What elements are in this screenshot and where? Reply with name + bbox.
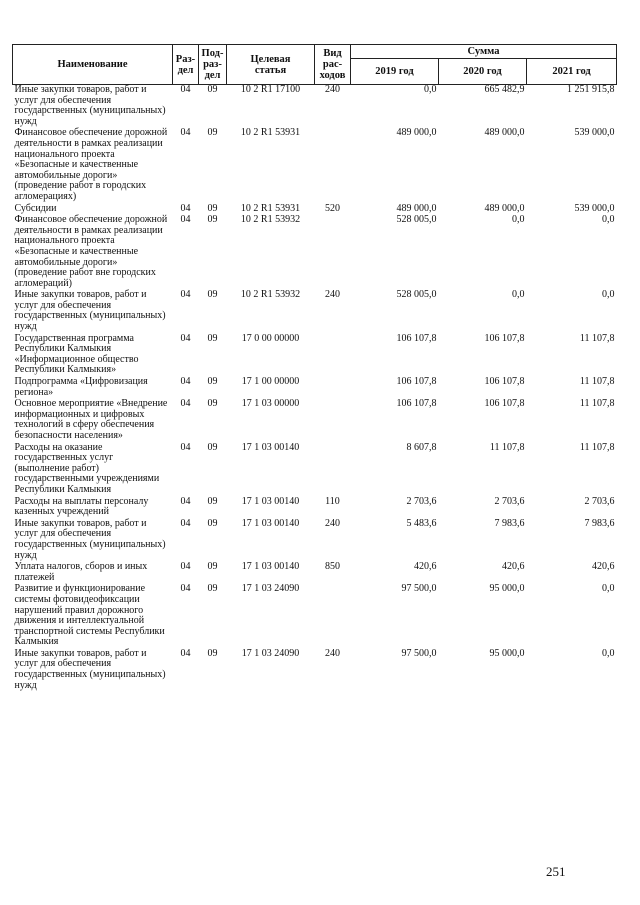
header-expense-type: Вид рас- ходов xyxy=(315,45,351,85)
row-2019: 0,0 xyxy=(424,84,437,95)
row-expense-type: 240 xyxy=(325,647,340,659)
row-subsection: 09 xyxy=(207,127,218,139)
row-target: 10 2 R1 53932 xyxy=(240,214,301,226)
row-2020: 7 983,6 xyxy=(494,517,525,529)
row-subsection: 09 xyxy=(207,398,218,410)
table-row xyxy=(13,399,617,442)
row-2020: 489 000,0 xyxy=(484,127,525,139)
row-expense-type xyxy=(315,584,351,649)
row-2020: 95 000,0 xyxy=(489,647,525,659)
row-expense-type: 850 xyxy=(325,561,340,573)
row-subsection: 09 xyxy=(207,647,218,659)
row-name: Расходы на оказание государственных услуг (выполнение работ) государственными учреждениями Республики Калмыкия xyxy=(14,441,160,495)
row-target: 10 2 R1 53931 xyxy=(240,127,301,139)
row-2021: 539 000,0 xyxy=(574,127,615,139)
row-section: 04 xyxy=(180,289,191,301)
row-2019: 106 107,8 xyxy=(396,398,437,410)
row-expense-type xyxy=(315,443,351,497)
row-section: 04 xyxy=(180,202,191,214)
table-row xyxy=(13,584,617,649)
row-target: 10 2 R1 17100 xyxy=(240,84,301,95)
table-row xyxy=(13,377,617,399)
row-2020: 420,6 xyxy=(502,561,525,573)
row-name: Развитие и функционирование системы фотовидеофиксации нарушений правил дорожного движения и интеллектуальной транспортной системы Республики Калмыкия xyxy=(14,583,165,648)
row-name: Иные закупки товаров, работ и услуг для обеспечения государственных (муниципальных) нужд xyxy=(14,84,166,127)
row-subsection: 09 xyxy=(207,289,218,301)
row-target: 17 1 03 00000 xyxy=(241,398,300,410)
row-2019: 489 000,0 xyxy=(396,202,437,214)
row-section: 04 xyxy=(180,441,191,453)
table-row xyxy=(13,497,617,519)
row-2019: 97 500,0 xyxy=(401,647,437,659)
row-target: 17 1 03 00140 xyxy=(241,561,300,573)
row-section: 04 xyxy=(180,332,191,344)
table-row xyxy=(13,128,617,203)
row-name: Государственная программа Республики Калмыкия «Информационное общество Республики Калмыкия» xyxy=(14,332,139,376)
row-name: Финансовое обеспечение дорожной деятельности в рамках реализации национального проекта «Безопасные и качественные автомобильные дороги» (проведение работ вне городских агломераций) xyxy=(14,214,168,289)
row-target: 10 2 R1 53931 xyxy=(240,202,301,214)
table-row xyxy=(13,334,617,377)
row-expense-type xyxy=(315,377,351,399)
row-2019: 528 005,0 xyxy=(396,289,437,301)
row-target: 10 2 R1 53932 xyxy=(240,289,301,301)
row-subsection: 09 xyxy=(207,441,218,453)
row-2020: 665 482,9 xyxy=(484,84,525,95)
header-sum: Сумма xyxy=(351,45,617,59)
row-name: Субсидии xyxy=(14,202,57,214)
row-2021: 539 000,0 xyxy=(574,202,615,214)
row-2019: 489 000,0 xyxy=(396,127,437,139)
row-expense-type xyxy=(315,334,351,377)
row-2021: 11 107,8 xyxy=(579,398,615,410)
row-2021: 0,0 xyxy=(602,647,615,659)
header-target: Целевая статья xyxy=(227,45,315,85)
row-subsection: 09 xyxy=(207,583,218,595)
row-name: Подпрограмма «Цифровизация региона» xyxy=(14,376,148,398)
row-2021: 2 703,6 xyxy=(584,495,615,507)
row-section: 04 xyxy=(180,214,191,226)
row-target: 17 1 00 00000 xyxy=(241,376,300,388)
row-name: Уплата налогов, сборов и иных платежей xyxy=(14,561,148,583)
row-section: 04 xyxy=(180,398,191,410)
row-2021: 11 107,8 xyxy=(579,441,615,453)
page-number: 251 xyxy=(546,864,566,879)
row-2020: 106 107,8 xyxy=(484,332,525,344)
header-2021: 2021 год xyxy=(527,59,617,85)
row-2020: 106 107,8 xyxy=(484,376,525,388)
row-subsection: 09 xyxy=(207,202,218,214)
row-2021: 7 983,6 xyxy=(584,517,615,529)
row-2019: 106 107,8 xyxy=(396,332,437,344)
row-2019: 97 500,0 xyxy=(401,583,437,595)
row-section: 04 xyxy=(180,561,191,573)
row-expense-type: 240 xyxy=(325,517,340,529)
row-target: 17 1 03 24090 xyxy=(241,583,300,595)
row-section: 04 xyxy=(180,376,191,388)
row-2021: 1 251 915,8 xyxy=(567,84,615,95)
table-row xyxy=(13,519,617,562)
table-row xyxy=(13,649,617,692)
row-section: 04 xyxy=(180,583,191,595)
row-subsection: 09 xyxy=(207,332,218,344)
row-expense-type: 110 xyxy=(325,495,340,507)
row-2020: 106 107,8 xyxy=(484,398,525,410)
row-2021: 11 107,8 xyxy=(579,332,615,344)
row-2019: 106 107,8 xyxy=(396,376,437,388)
row-2020: 0,0 xyxy=(512,289,525,301)
table-row xyxy=(13,85,617,129)
row-target: 17 1 03 00140 xyxy=(241,495,300,507)
header-2019: 2019 год xyxy=(351,59,439,85)
row-2021: 11 107,8 xyxy=(579,376,615,388)
table-row xyxy=(13,562,617,584)
row-expense-type xyxy=(315,399,351,442)
table-row xyxy=(13,215,617,290)
row-2021: 0,0 xyxy=(602,214,615,226)
row-2020: 489 000,0 xyxy=(484,202,525,214)
row-section: 04 xyxy=(180,495,191,507)
table-row xyxy=(13,290,617,333)
row-expense-type: 520 xyxy=(325,202,340,214)
row-subsection: 09 xyxy=(207,561,218,573)
row-subsection: 09 xyxy=(207,517,218,529)
row-target: 17 1 03 00140 xyxy=(241,441,300,453)
row-2020: 11 107,8 xyxy=(489,441,525,453)
row-2019: 8 607,8 xyxy=(406,441,437,453)
row-section: 04 xyxy=(180,127,191,139)
header-2020: 2020 год xyxy=(439,59,527,85)
row-2019: 2 703,6 xyxy=(406,495,437,507)
row-name: Иные закупки товаров, работ и услуг для обеспечения государственных (муниципальных) нужд xyxy=(14,289,166,333)
row-subsection: 09 xyxy=(207,495,218,507)
row-2021: 420,6 xyxy=(592,561,615,573)
row-2019: 528 005,0 xyxy=(396,214,437,226)
row-2020: 0,0 xyxy=(512,214,525,226)
row-target: 17 1 03 00140 xyxy=(241,517,300,529)
row-target: 17 0 00 00000 xyxy=(241,332,300,344)
row-expense-type xyxy=(315,215,351,290)
row-subsection: 09 xyxy=(207,84,218,95)
row-2019: 420,6 xyxy=(414,561,437,573)
header-section: Раз- дел xyxy=(173,45,199,85)
row-2020: 2 703,6 xyxy=(494,495,525,507)
row-expense-type xyxy=(315,128,351,203)
row-name: Расходы на выплаты персоналу казенных учреждений xyxy=(14,495,149,518)
row-section: 04 xyxy=(180,84,191,95)
row-target: 17 1 03 24090 xyxy=(241,647,300,659)
row-expense-type: 240 xyxy=(325,289,340,301)
row-expense-type: 240 xyxy=(325,84,340,95)
header-subsection: Под- раз- дел xyxy=(199,45,227,85)
row-section: 04 xyxy=(180,647,191,659)
table-row xyxy=(13,443,617,497)
header-name: Наименование xyxy=(13,45,173,85)
row-2020: 95 000,0 xyxy=(489,583,525,595)
table-header xyxy=(13,45,617,85)
budget-table xyxy=(12,44,617,692)
row-2019: 5 483,6 xyxy=(406,517,437,529)
row-name: Основное мероприятие «Внедрение информационных и цифровых технологий в сферу обеспечения безопасности населения» xyxy=(14,398,168,441)
row-2021: 0,0 xyxy=(602,583,615,595)
row-section: 04 xyxy=(180,517,191,529)
row-2021: 0,0 xyxy=(602,289,615,301)
row-subsection: 09 xyxy=(207,214,218,226)
row-name: Иные закупки товаров, работ и услуг для обеспечения государственных (муниципальных) нужд xyxy=(14,517,166,561)
row-name: Финансовое обеспечение дорожной деятельности в рамках реализации национального проекта «Безопасные и качественные автомобильные дороги» (проведение работ в городских агломерациях) xyxy=(14,127,168,202)
row-name: Иные закупки товаров, работ и услуг для обеспечения государственных (муниципальных) нужд xyxy=(14,647,166,691)
row-subsection: 09 xyxy=(207,376,218,388)
